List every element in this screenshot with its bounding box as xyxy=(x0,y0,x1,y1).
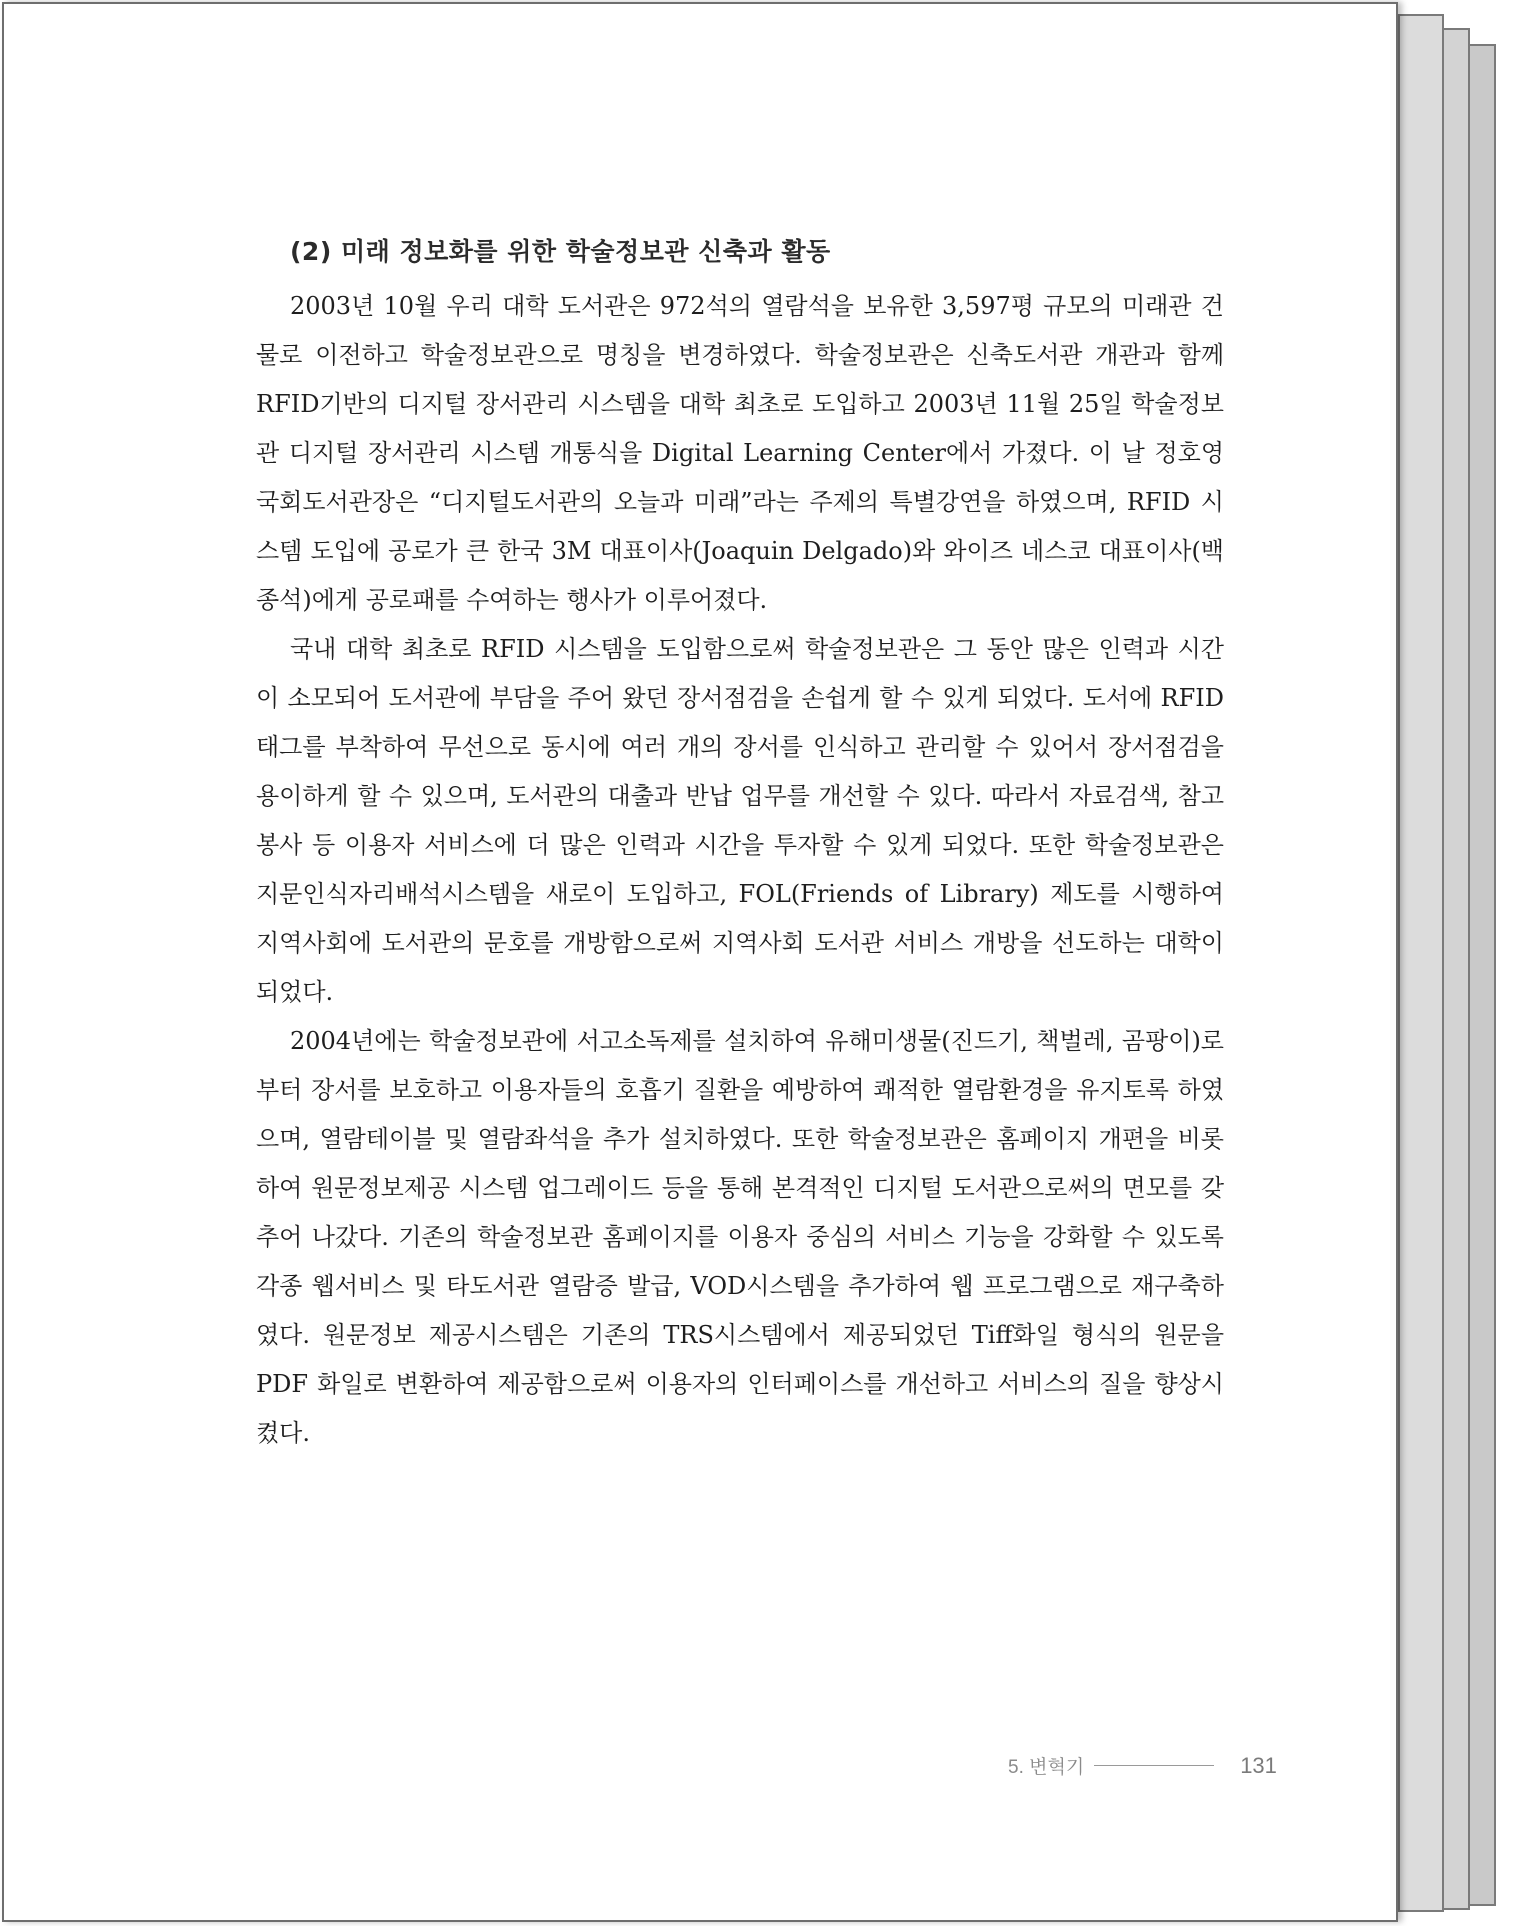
page-stack-edge xyxy=(1398,14,1444,1912)
page-number: 131 xyxy=(1240,1752,1277,1778)
page-footer xyxy=(1008,1752,1277,1779)
paragraph-1: 2003년 10월 우리 대학 도서관은 972석의 열람석을 보유한 3,597평 규모의 미래관 건물로 이전하고 학술정보관으로 명칭을 변경하였다. 학술정보관은 신축도서관 개관과 함께 RFID기반의 디지털 장서관리 시스템을 대학 최초로 도입하고 2003년 11월 25일 학술정보관 디지털 장서관리 시스템 개통식을 Digital Learning Center에서 가졌다. 이 날 정호영 국회도서관장은 “디지털도서관의 오늘과 미래”라는 주제의 특별강연을 하였으며, RFID 시스템 도입에 공로가 큰 한국 3M 대표이사(Joaquin Delgado)와 와이즈 네스코 대표이사(백종석)에게 공로패를 수여하는 행사가 이루어졌다. xyxy=(256,292,1224,614)
paragraph-3: 2004년에는 학술정보관에 서고소독제를 설치하여 유해미생물(진드기, 책벌레, 곰팡이)로부터 장서를 보호하고 이용자들의 호흡기 질환을 예방하여 쾌적한 열람환경을 유지토록 하였으며, 열람테이블 및 열람좌석을 추가 설치하였다. 또한 학술정보관은 홈페이지 개편을 비롯하여 원문정보제공 시스템 업그레이드 등을 통해 본격적인 디지털 도서관으로써의 면모를 갖추어 나갔다. 기존의 학술정보관 홈페이지를 이용자 중심의 서비스 기능을 강화할 수 있도록 각종 웹서비스 및 타도서관 열람증 발급, VOD시스템을 추가하여 웹 프로그램으로 재구축하였다. 원문정보 제공시스템은 기존의 TRS시스템에서 제공되었던 Tiff화일 형식의 원문을 PDF 화일로 변환하여 제공함으로써 이용자의 인터페이스를 개선하고 서비스의 질을 향상시켰다. xyxy=(256,1027,1224,1447)
section-heading: (2) 미래 정보화를 위한 학술정보관 신축과 활동 xyxy=(290,237,831,266)
footer-chapter-title: 5. 변혁기 xyxy=(1008,1757,1085,1778)
paragraph-2: 국내 대학 최초로 RFID 시스템을 도입함으로써 학술정보관은 그 동안 많은 인력과 시간이 소모되어 도서관에 부담을 주어 왔던 장서점검을 손쉽게 할 수 있게 되었다. 도서에 RFID 태그를 부착하여 무선으로 동시에 여러 개의 장서를 인식하고 관리할 수 있어서 장서점검을 용이하게 할 수 있으며, 도서관의 대출과 반납 업무를 개선할 수 있다. 따라서 자료검색, 참고 봉사 등 이용자 서비스에 더 많은 인력과 시간을 투자할 수 있게 되었다. 또한 학술정보관은 지문인식자리배석시스템을 새로이 도입하고, FOL(Friends of Library) 제도를 시행하여 지역사회에 도서관의 문호를 개방함으로써 지역사회 도서관 서비스 개방을 선도하는 대학이 되었다. xyxy=(256,635,1224,1006)
footer-rule xyxy=(1094,1765,1214,1766)
book-page xyxy=(2,2,1398,1922)
page-body xyxy=(256,232,1224,1458)
